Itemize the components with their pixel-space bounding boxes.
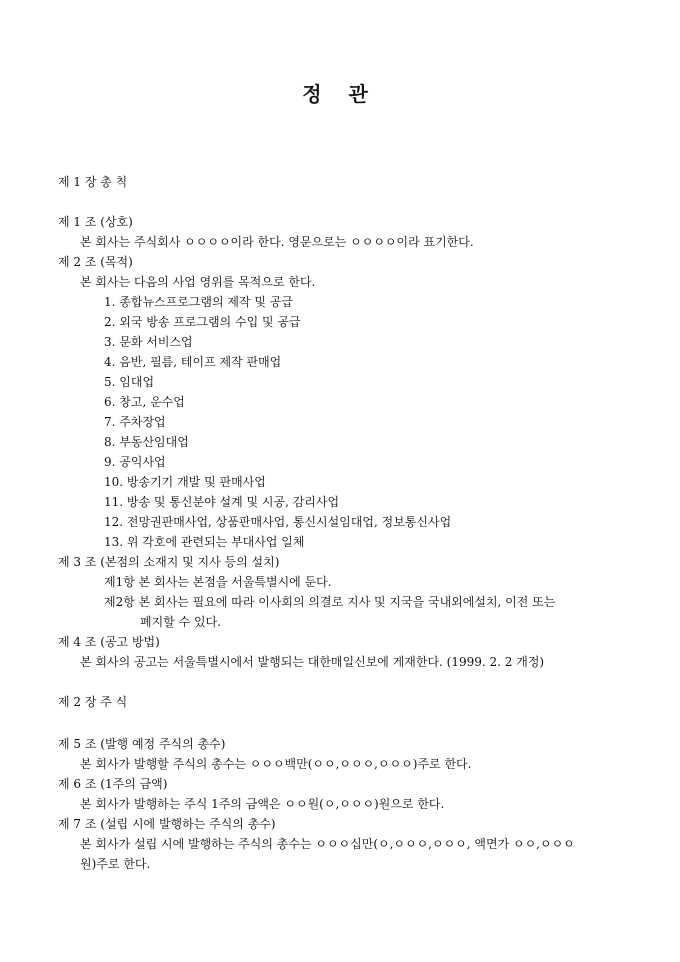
chapter-2-heading: 제 2 장 주 식: [58, 695, 128, 709]
chapter-1-heading: 제 1 장 총 칙: [58, 175, 128, 189]
list-item: 1. 종합뉴스프로그램의 제작 및 공급: [104, 295, 293, 309]
list-item: 4. 음반, 필름, 테이프 제작 판매업: [104, 355, 282, 369]
article-4-heading: 제 4 조 (공고 방법): [58, 635, 160, 649]
article-1-body: 본 회사는 주식회사 ㅇㅇㅇㅇ이라 한다. 영문으로는 ㅇㅇㅇㅇ이라 표기한다.: [80, 235, 474, 249]
document-title: 정 관: [302, 82, 378, 106]
list-item: 8. 부동산임대업: [104, 435, 189, 449]
article-3-clause-1: 제1항 본 회사는 본점을 서울특별시에 둔다.: [104, 575, 332, 589]
article-3-clause-2-continued: 폐지할 수 있다.: [140, 615, 221, 629]
article-1-heading: 제 1 조 (상호): [58, 215, 133, 229]
article-5-heading: 제 5 조 (발행 예정 주식의 총수): [58, 737, 226, 751]
article-7-body: 본 회사가 설립 시에 발행하는 주식의 총수는 ㅇㅇㅇ십만(ㅇ,ㅇㅇㅇ,ㅇㅇㅇ, 액면가 ㅇㅇ,ㅇㅇㅇ: [80, 837, 575, 851]
list-item: 13. 위 각호에 관련되는 부대사업 일체: [104, 535, 305, 549]
article-2-body: 본 회사는 다음의 사업 영위를 목적으로 한다.: [80, 275, 316, 289]
list-item: 5. 임대업: [104, 375, 155, 389]
article-2-heading: 제 2 조 (목적): [58, 255, 133, 269]
list-item: 6. 창고, 운수업: [104, 395, 185, 409]
list-item: 11. 방송 및 통신분야 설계 및 시공, 감리사업: [104, 495, 340, 509]
article-7-body-continued: 원)주로 한다.: [80, 857, 151, 871]
list-item: 9. 공익사업: [104, 455, 166, 469]
article-3-clause-2: 제2항 본 회사는 필요에 따라 이사회의 의결로 지사 및 지국을 국내외에설치, 이전 또는: [104, 595, 556, 609]
list-item: 2. 외국 방송 프로그램의 수입 및 공급: [104, 315, 301, 329]
list-item: 10. 방송기기 개발 및 판매사업: [104, 475, 266, 489]
article-5-body: 본 회사가 발행할 주식의 총수는 ㅇㅇㅇ백만(ㅇㅇ,ㅇㅇㅇ,ㅇㅇㅇ)주로 한다.: [80, 757, 472, 771]
list-item: 3. 문화 서비스업: [104, 335, 193, 349]
article-4-body: 본 회사의 공고는 서울특별시에서 발행되는 대한매일신보에 게재한다. (1999. 2. 2 개정): [80, 655, 545, 669]
article-6-heading: 제 6 조 (1주의 금액): [58, 777, 168, 791]
list-item: 12. 전망권판매사업, 상품판매사업, 통신시설임대업, 정보통신사업: [104, 515, 452, 529]
article-3-heading: 제 3 조 (본점의 소재지 및 지사 등의 설치): [58, 555, 280, 569]
article-6-body: 본 회사가 발행하는 주식 1주의 금액은 ㅇㅇ원(ㅇ,ㅇㅇㅇ)원으로 한다.: [80, 797, 445, 811]
list-item: 7. 주차장업: [104, 415, 166, 429]
article-7-heading: 제 7 조 (설립 시에 발행하는 주식의 총수): [58, 817, 276, 831]
